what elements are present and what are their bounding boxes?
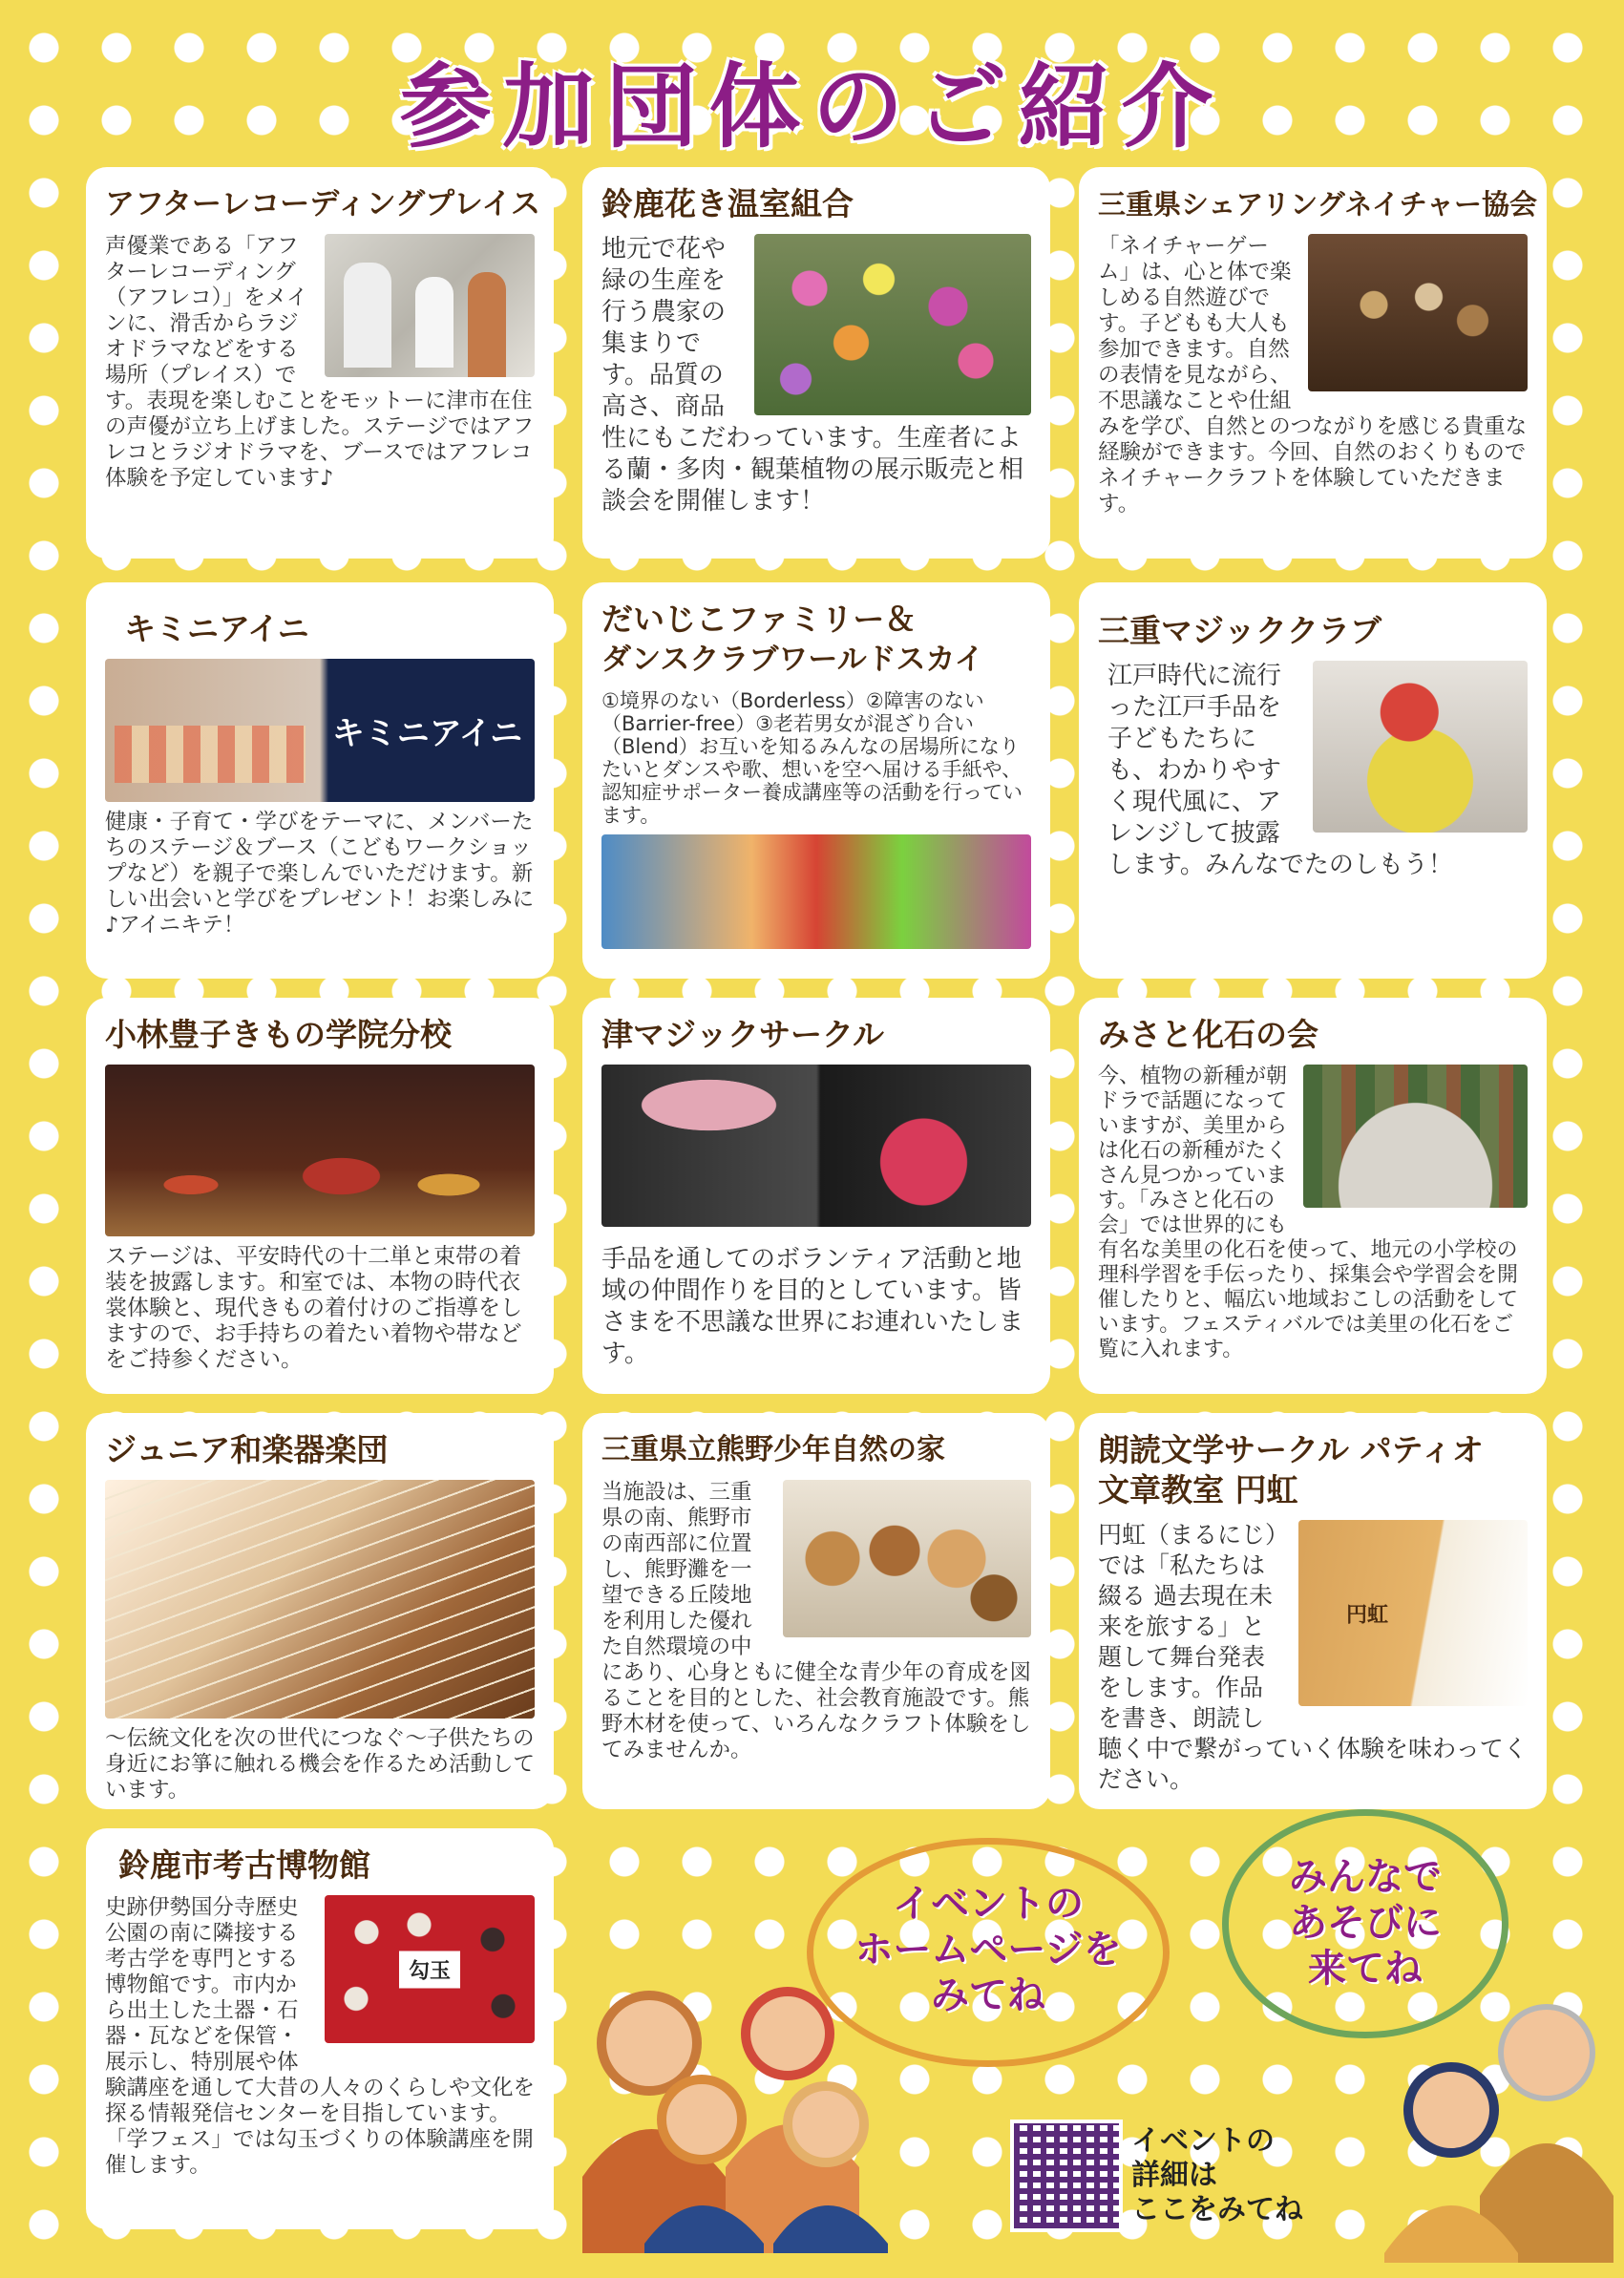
group-name: 三重県立熊野少年自然の家 — [601, 1433, 945, 1466]
group-card-mie-magic — [1079, 582, 1547, 979]
dance-photo — [601, 834, 1031, 949]
page-title: 参加団体のご紹介 — [399, 53, 1225, 160]
group-card-kumano-nature — [582, 1413, 1050, 1809]
wooden-crafts-photo — [783, 1480, 1031, 1637]
person-head-icon — [746, 1992, 830, 2076]
play-bubble-text: みんなで あそびに 来てね — [1289, 1855, 1442, 1991]
group-name: 小林豊子きもの学院分校 — [105, 1016, 452, 1053]
family-illustration — [573, 1929, 917, 2253]
group-card-tsu-magic — [582, 998, 1050, 1394]
group-card-after-recording — [86, 167, 554, 559]
group-name: 津マジックサークル — [601, 1016, 885, 1053]
kimono-stage-photo — [105, 1065, 535, 1236]
group-card-roudoku-patio — [1079, 1413, 1547, 1809]
fossil-group-photo — [1303, 1065, 1528, 1208]
group-card-kobayashi-kimono — [86, 998, 554, 1394]
group-description: ステージは、平安時代の十二単と束帯の着装を披露します。和室では、本物の時代衣裳体験と、現代きもの着付けのご指導をしますので、お手持ちの着たい着物や帯などをご持参ください。 — [105, 1244, 522, 1372]
group-name-line2: 文章教室 円虹 — [1098, 1471, 1298, 1508]
group-name: みさと化石の会 — [1098, 1016, 1318, 1053]
group-name: キミニアイニ — [124, 610, 309, 647]
group-name: ジュニア和楽器楽団 — [105, 1431, 389, 1468]
grandparents-illustration — [1375, 1976, 1613, 2263]
magatama-photo — [325, 1895, 535, 2043]
group-description: 江戸時代に流行った江戸手品を子どもたちにも、わかりやすく現代風に、アレンジして披露します。みんなでたのしもう！ — [1107, 662, 1453, 879]
group-name: 鈴鹿市考古博物館 — [118, 1846, 370, 1884]
person-head-icon — [601, 1995, 697, 2091]
group-description: 地元で花や緑の生産を行う農家の集まりです。品質の高さ、商品性にもこだわっています。生産者による蘭・多肉・観葉植物の展示販売と相談会を開催します！ — [601, 235, 1024, 516]
group-description: ①境界のない（Borderless）②障害のない（Barrier-free）③老若男女が混ざり合い（Blend）お互いを知るみんなの居場所になりたいとダンスや歌、想いを空へ届ける手紙や、認知症サポーター養成講座等の活動を行っています。 — [601, 689, 1023, 827]
koto-photo — [105, 1480, 535, 1719]
group-description: 手品を通してのボランティア活動と地域の仲間作りを目的としています。皆さまを不思議な世界にお連れいたします。 — [601, 1245, 1024, 1368]
group-description: 円虹（まるにじ）では「私たちは綴る 過去現在未来を旅する」と題して舞台発表をします。作品を書き、朗読し聴く中で繋がっていく体験を味わってください。 — [1098, 1521, 1528, 1793]
orchids-photo — [754, 234, 1031, 415]
workshop-sign: キミニアイニ — [331, 714, 523, 753]
person-head-icon — [662, 2079, 742, 2160]
group-name-line1: だいじこファミリー＆ — [601, 601, 917, 638]
group-description: 「ネイチャーゲーム」は、心と体で楽しめる自然遊びです。子どもも大人も参加できます。自然の表情を見ながら、不思議なことや仕組みを学び、自然とのつながりを感じる貴重な経験ができます。今回、自然のおくりものでネイチャークラフトを体験していただきます。 — [1098, 234, 1528, 517]
group-description: 今、植物の新種が朝ドラで話題になっていますが、美里からは化石の新種がたくさん見つかっています。「みさと化石の会」では世界的にも有名な美里の化石を使って、地元の小学校の理科学習を手伝ったり、採集会や学習会を開催したりと、幅広い地域おこしの活動をしています。フェスティバルでは美里の化石をご覧に入れます。 — [1098, 1065, 1519, 1361]
person-head-icon — [788, 2086, 864, 2162]
group-card-kiminiaini — [86, 582, 554, 979]
qr-code-icon[interactable] — [1010, 2120, 1123, 2232]
magatama-sign: 勾玉 — [399, 1951, 460, 1988]
group-card-suzuka-flower — [582, 167, 1050, 559]
group-card-junior-wagakki — [86, 1413, 554, 1809]
nature-craft-photo — [1308, 234, 1528, 391]
group-description: 健康・子育て・学びをテーマに、メンバーたちのステージ＆ブース（こどもワークショップなど）を親子で楽しんでいただけます。新しい出会いと学びをプレゼント！お楽しみに♪アイニキテ！ — [105, 810, 535, 938]
group-description: 声優業である「アフターレコーディング（アフレコ）」をメインに、滑舌からラジオドラマなどをする場所（プレイス）です。表現を楽しむことをモットーに津市在住の声優が立ち上げました。ステージではアフレコとラジオドラマを、ブースではアフレコ体験を予定しています♪ — [105, 234, 535, 491]
voice-actors-photo — [325, 234, 535, 377]
group-name: アフターレコーディングプレイス — [105, 187, 541, 221]
group-name-line2: ダンスクラブワールドスカイ — [601, 643, 984, 677]
homepage-bubble-text: イベントの ホームページを みてね — [854, 1882, 1122, 2017]
book-cover-title: 円虹 — [1345, 1603, 1389, 1627]
person-head-icon — [1501, 2007, 1592, 2099]
workshop-photo — [105, 659, 535, 802]
qr-caption: イベントの 詳細は ここをみてね — [1131, 2124, 1303, 2226]
group-description: 当施設は、三重県の南、熊野市の南西部に位置し、熊野灘を一望できる丘陵地を利用した優れた自然環境の中にあり、心身ともに健全な青少年の育成を図ることを目的とした、社会教育施設です。熊野木材を使って、いろんなクラフト体験をしてみませんか。 — [601, 1480, 1032, 1762]
group-name: 三重マジッククラブ — [1098, 612, 1381, 649]
group-name-line1: 朗読文学サークル パティオ — [1098, 1431, 1484, 1468]
group-card-suzuka-museum — [86, 1828, 554, 2229]
group-description: 史跡伊勢国分寺歴史公園の南に隣接する考古学を専門とする博物館です。市内から出土した土器・石器・瓦などを保管・展示し、特別展や体験講座を通して大昔の人々のくらしや文化を探る情報発信センターを目指しています。「学フェス」では勾玉づくりの体験講座を開催します。 — [105, 1895, 536, 2178]
group-card-misato-fossil — [1079, 998, 1547, 1394]
books-photo — [1298, 1520, 1528, 1706]
magician-photo — [1313, 661, 1528, 833]
group-name: 鈴鹿花き温室組合 — [601, 185, 854, 222]
group-card-sharing-nature — [1079, 167, 1547, 559]
person-head-icon — [1408, 2067, 1494, 2153]
group-card-daijiko-family — [582, 582, 1050, 979]
group-name: 三重県シェアリングネイチャー協会 — [1098, 188, 1537, 221]
magic-show-photo — [601, 1065, 1031, 1227]
group-description: 〜伝統文化を次の世代につなぐ〜子供たちの身近にお箏に触れる機会を作るため活動しています。 — [105, 1726, 536, 1803]
